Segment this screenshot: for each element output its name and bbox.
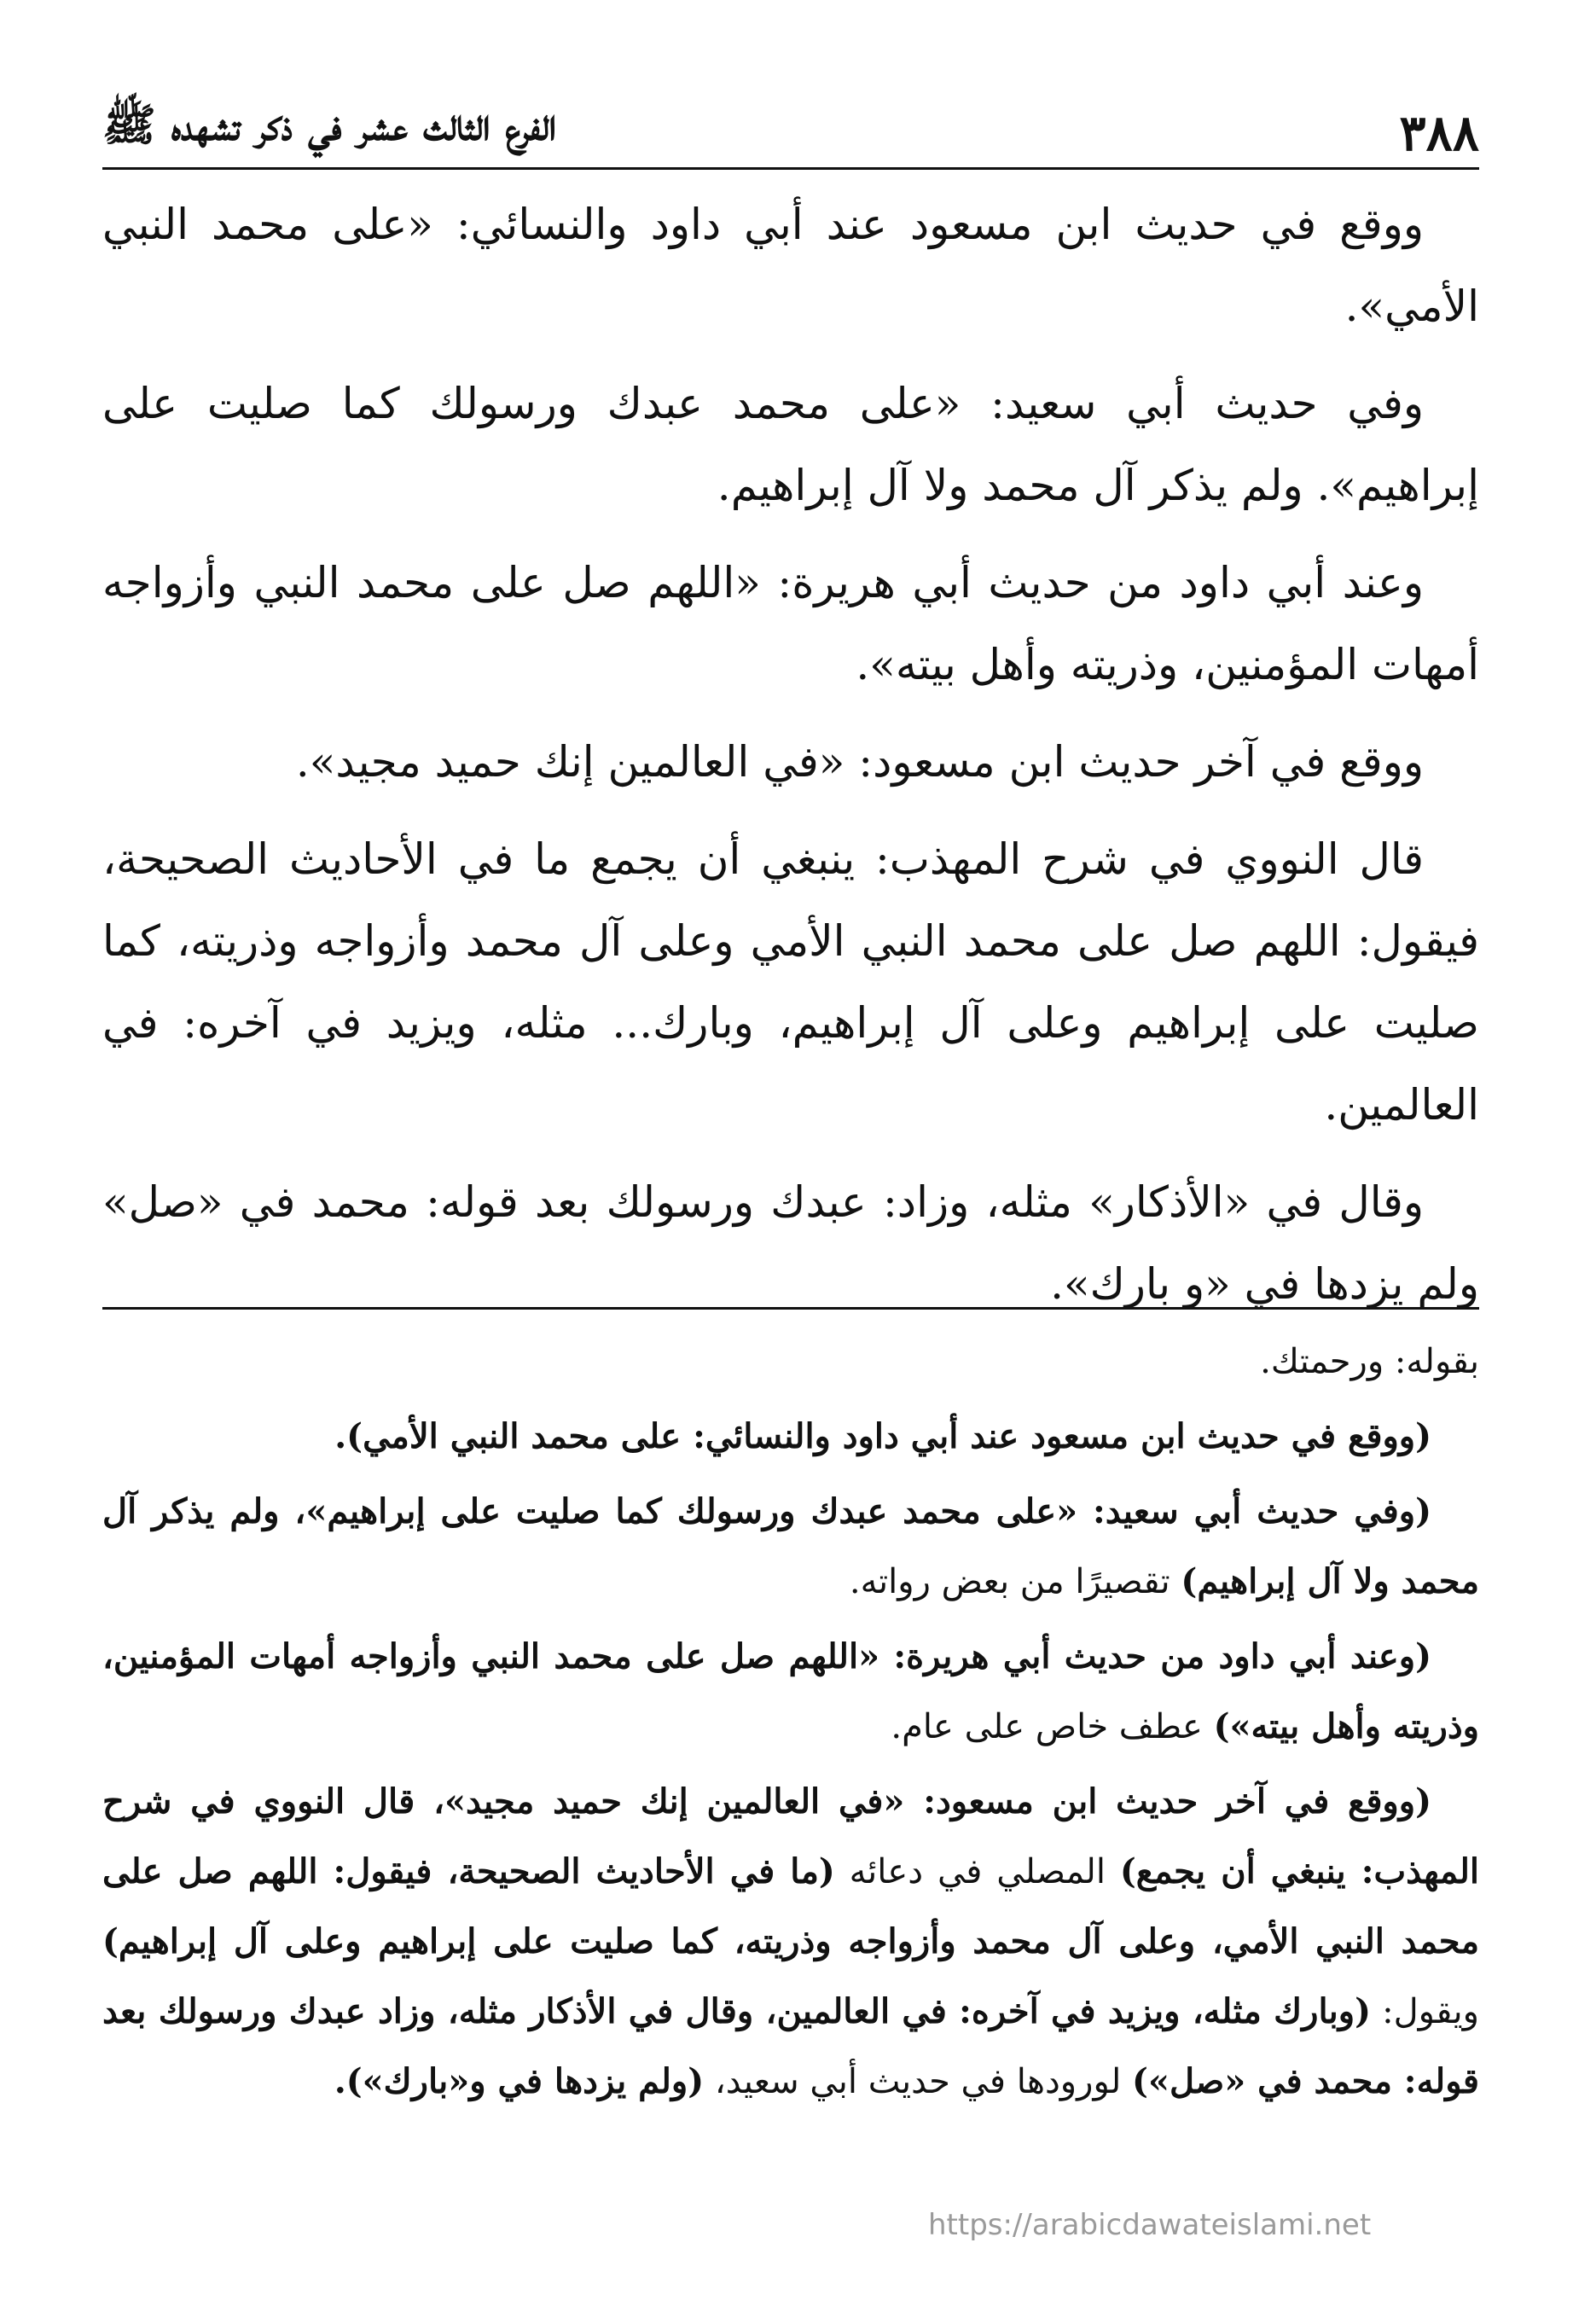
main-paragraph: وفي حديث أبي سعيد: «على محمد عبدك ورسولك كما صليت على إبراهيم». ولم يذكر آل محمد ولا آل إبراهيم. <box>102 379 1479 510</box>
running-title: الفرع الثالث عشر في ذكر تشهده ﷺ <box>102 99 557 151</box>
main-paragraph: وعند أبي داود من حديث أبي هريرة: «اللهم صل على محمد النبي وأزواجه أمهات المؤمنين، وذريته وأهل بيته». <box>102 558 1479 689</box>
page-header <box>102 68 1479 162</box>
main-paragraph: ووقع في آخر حديث ابن مسعود: «في العالمين إنك حميد مجيد». <box>295 737 1424 787</box>
quoted-matn: (وفي حديث أبي سعيد: «على محمد عبدك ورسولك كما صليت على إبراهيم»، ولم يذكر آل محمد ولا آل إبراهيم) <box>102 1491 1479 1601</box>
commentary-divider <box>102 1307 1479 1310</box>
quoted-matn: (ووقع في آخر حديث ابن مسعود: «في العالمين إنك حميد مجيد»، قال النووي في شرح المهذب: ينبغي أن يجمع) <box>102 1781 1480 1891</box>
watermark-url: https://arabicdawateislami.net <box>928 2208 1372 2242</box>
header-divider <box>102 167 1479 170</box>
main-paragraph: ووقع في حديث ابن مسعود عند أبي داود والنسائي: «على محمد النبي الأمي». <box>102 200 1479 331</box>
main-paragraph: قال النووي في شرح المهذب: ينبغي أن يجمع ما في الأحاديث الصحيحة، فيقول: اللهم صل على محمد النبي الأمي وعلى آل محمد وأزواجه وذريته، كما صليت على إبراهيم وعلى آل إبراهيم، وبارك... مثله، ويزيد في آخره: في العالمين. <box>102 834 1479 1130</box>
quoted-matn: (ما في الأحاديث الصحيحة، فيقول: اللهم صل على محمد النبي الأمي، وعلى آل محمد وأزواجه وذريته، كما صليت على إبراهيم وعلى آل إبراهيم) <box>102 1851 1479 1961</box>
commentary-paragraph <box>102 1327 1479 1397</box>
quoted-matn: (ووقع في حديث ابن مسعود عند أبي داود والنسائي: على محمد النبي الأمي). <box>334 1416 1431 1456</box>
main-paragraph: وقال في «الأذكار» مثله، وزاد: عبدك ورسولك بعد قوله: محمد في «صل» ولم يزدها في «و بارك». <box>102 1177 1479 1309</box>
commentary-text: تقصيرًا من بعض رواته. <box>849 1562 1181 1601</box>
commentary-text: لورودها في حديث أبي سعيد، <box>704 2062 1133 2101</box>
commentary-paragraph <box>102 1477 1479 1617</box>
commentary-text: بقوله: ورحمتك. <box>1260 1342 1479 1381</box>
commentary-text: عطف خاص على عام. <box>891 1707 1214 1746</box>
quoted-matn: (وبارك مثله، ويزيد في آخره: في العالمين، وقال في الأذكار مثله، وزاد عبدك ورسولك بعد قوله: محمد في «صل») <box>102 1991 1479 2101</box>
commentary-paragraph <box>102 1767 1479 2117</box>
commentary-text: المصلي في دعائه <box>834 1852 1120 1891</box>
commentary-paragraph <box>102 1622 1479 1762</box>
quoted-matn: (ولم يزدها في و«بارك»). <box>334 2061 705 2101</box>
commentary-text: ويقول: <box>1371 1992 1479 2031</box>
quoted-matn: (وعند أبي داود من حديث أبي هريرة: «اللهم صل على محمد النبي وأزواجه أمهات المؤمنين، وذريته وأهل بيته») <box>102 1636 1479 1746</box>
page-number: ٣٨٨ <box>1399 104 1479 162</box>
commentary <box>102 1327 1479 2122</box>
main-text <box>102 183 1479 1340</box>
commentary-paragraph <box>102 1402 1479 1472</box>
